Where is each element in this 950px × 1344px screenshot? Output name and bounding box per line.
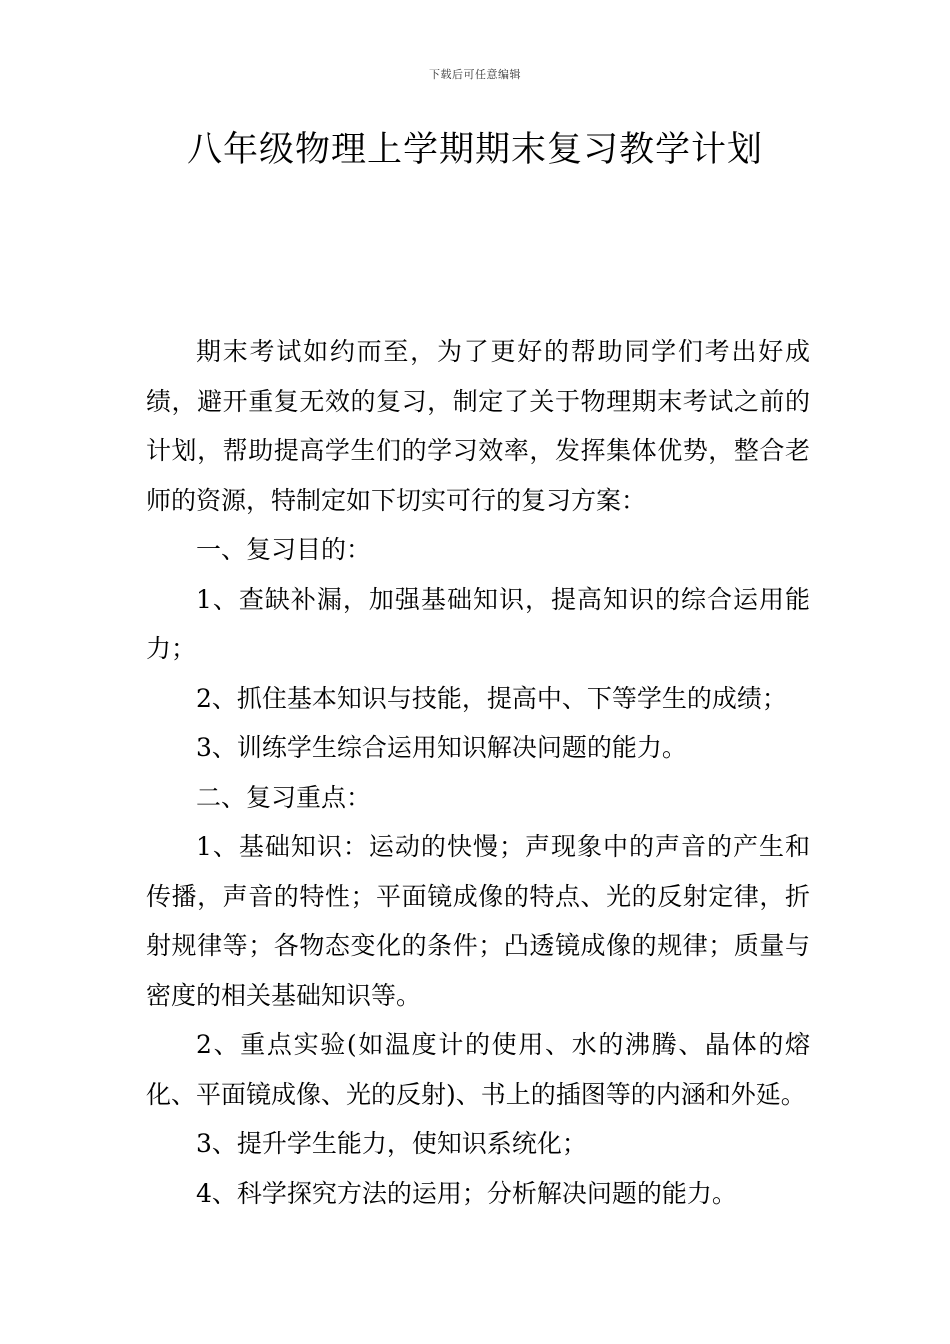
section-heading-focus: 二、复习重点： [196,782,372,812]
goal-item-2: 2、抓住基本知识与技能，提高中、下等学生的成绩； [196,683,787,713]
page-header-note: 下载后可任意编辑 [429,68,521,81]
focus-item-3: 3、提升学生能力，使知识系统化； [196,1129,587,1158]
focus-item-2: 2、重点实验(如温度计的使用、水的沸腾、晶体的熔化、平面镜成像、光的反射)、书上的插图等的内涵和外延。 [146,1030,810,1109]
document-body [146,327,810,1218]
focus-item-1: 1、基础知识：运动的快慢；声现象中的声音的产生和传播，声音的特性；平面镜成像的特点、光的反射定律，折射规律等；各物态变化的条件；凸透镜成像的规律；质量与密度的相关基础知识等。 [146,832,810,1010]
section-heading-goals: 一、复习目的： [196,535,372,564]
goal-item-3: 3、训练学生综合运用知识解决问题的能力。 [196,733,687,762]
focus-item-4: 4、科学探究方法的运用；分析解决问题的能力。 [196,1178,737,1208]
goal-item-1: 1、查缺补漏，加强基础知识，提高知识的综合运用能力； [146,584,810,663]
intro-paragraph: 期末考试如约而至，为了更好的帮助同学们考出好成绩，避开重复无效的复习，制定了关于物理期末考试之前的计划，帮助提高学生们的学习效率，发挥集体优势，整合老师的资源，特制定如下切实可行的复习方案： [146,337,810,515]
document-title: 八年级物理上学期期末复习教学计划 [186,130,763,170]
